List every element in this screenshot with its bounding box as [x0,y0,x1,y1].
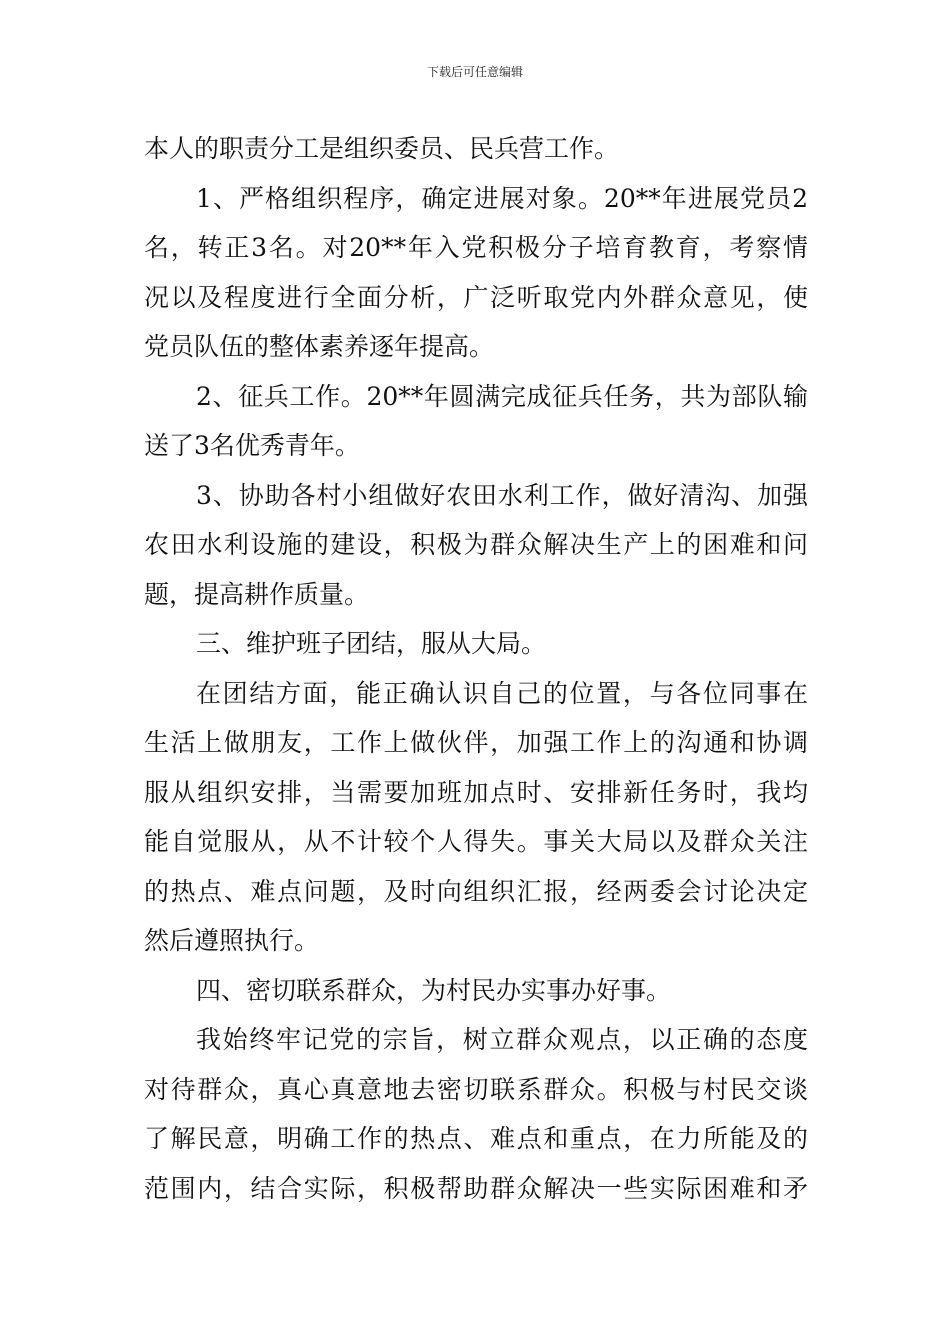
text-line: 范围内，结合实际，积极帮助群众解决一些实际困难和矛 [144,1173,808,1203]
text-line: 题，提高耕作质量。 [144,579,370,609]
text-line: 服从组织安排，当需要加班加点时、安排新任务时，我均 [144,777,808,807]
section-heading: 四、密切联系群众，为村民办实事办好事。 [196,975,672,1005]
text-line: 能自觉服从，从不计较个人得失。事关大局以及群众关注 [144,827,808,856]
page-header: 下载后可任意编辑 [426,65,523,79]
text-line: 3、协助各村小组做好农田水利工作，做好清沟、加强 [196,480,808,510]
text-line: 本人的职责分工是组织委员、民兵营工作。 [144,134,620,163]
text-line: 我始终牢记党的宗旨，树立群众观点，以正确的态度 [196,1025,808,1054]
text-line: 然后遵照执行。 [144,926,320,955]
text-line: 了解民意，明确工作的热点、难点和重点，在力所能及的 [144,1124,808,1153]
text-line: 送了3名优秀青年。 [144,431,360,460]
text-line: 的热点、难点问题，及时向组织汇报，经两委会讨论决定 [144,876,808,906]
section-heading: 三、维护班子团结，服从大局。 [196,629,547,658]
document-body [144,124,808,1213]
text-line: 在团结方面，能正确认识自己的位置，与各位同事在 [196,678,808,708]
text-line: 党员队伍的整体素养逐年提高。 [144,332,495,361]
text-line: 农田水利设施的建设，积极为群众解决生产上的困难和问 [144,530,808,559]
text-line: 生活上做朋友，工作上做伙伴，加强工作上的沟通和协调 [144,728,808,757]
text-line: 对待群众，真心真意地去密切联系群众。积极与村民交谈 [144,1074,808,1104]
text-line: 1、严格组织程序，确定进展对象。20**年进展党员2 [196,183,808,213]
text-line: 况以及程度进行全面分析，广泛听取党内外群众意见，使 [144,282,808,312]
text-line: 2、征兵工作。20**年圆满完成征兵任务，共为部队输 [196,381,808,411]
text-line: 名，转正3名。对20**年入党积极分子培育教育，考察情 [144,233,808,262]
